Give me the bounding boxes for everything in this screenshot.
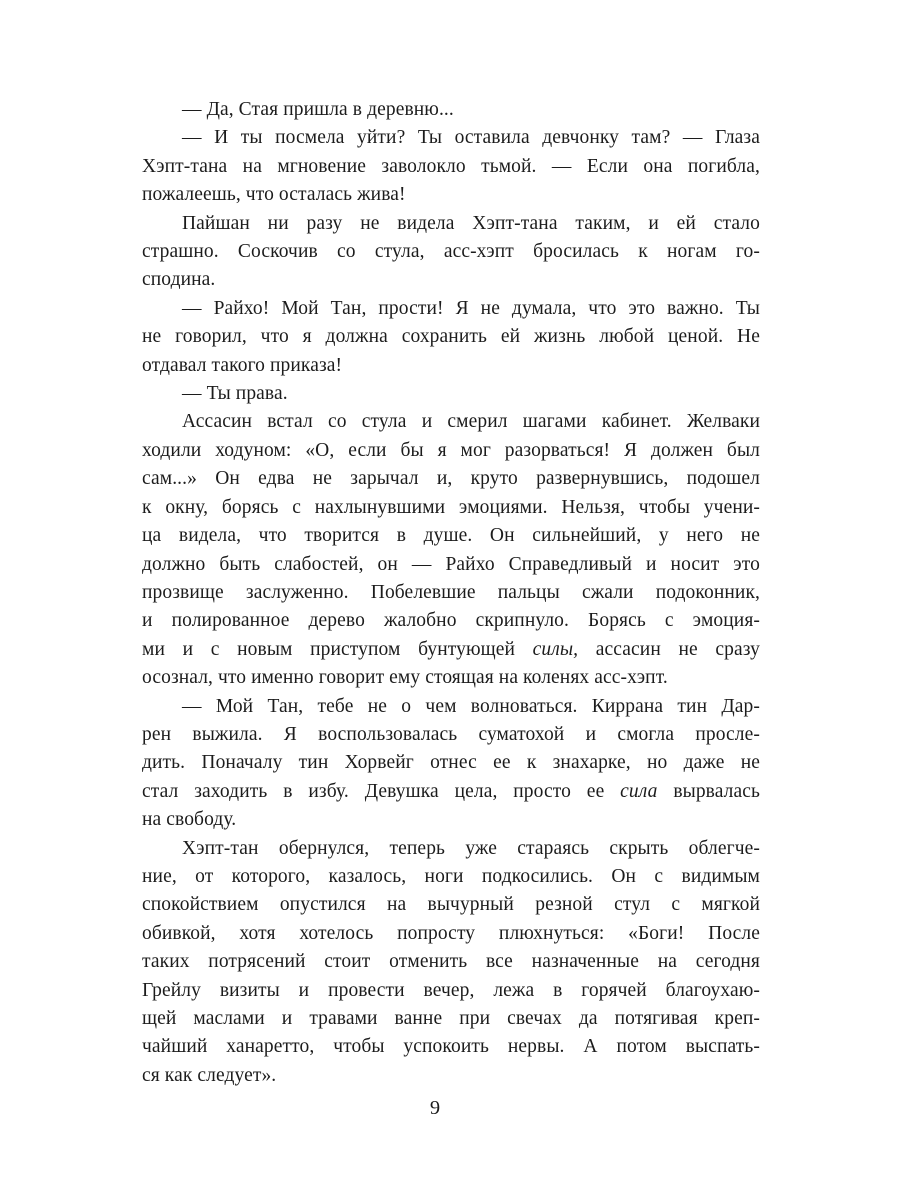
text-line — [142, 693, 760, 721]
text-run: к окну, борясь с нахлынувшими эмоциями. Нельзя, чтобы учени- — [142, 496, 760, 518]
text-line — [142, 437, 760, 465]
text-line — [142, 778, 760, 806]
text-run: ми и с новым приступом бунтующей — [142, 638, 533, 660]
text-run: ассасин не сразу — [578, 638, 761, 660]
text-line — [142, 323, 760, 351]
text-line — [142, 920, 760, 948]
text-line — [142, 295, 760, 323]
text-run: страшно. Соскочив со стула, асс-хэпт бросилась к ногам го- — [142, 241, 760, 263]
text-line — [142, 551, 760, 579]
text-line — [142, 352, 760, 380]
text-line — [142, 579, 760, 607]
text-run: — Райхо! Мой Тан, прости! Я не думала, что это важно. Ты — [182, 297, 760, 319]
text-run: Хэпт-тан обернулся, теперь уже стараясь скрыть облегче- — [182, 837, 760, 859]
text-run: осознал, что именно говорит ему стоящая на коленях асс-хэпт. — [142, 667, 668, 689]
text-run: таких потрясений стоит отменить все назначенные на сегодня — [142, 951, 760, 973]
text-line — [142, 636, 760, 664]
paragraph — [142, 380, 760, 408]
text-run: стал заходить в избу. Девушка цела, просто ее — [142, 780, 621, 802]
text-line — [142, 210, 760, 238]
text-run: Ассасин встал со стула и смерил шагами кабинет. Желваки — [182, 411, 760, 433]
text-line — [142, 380, 760, 408]
paragraph — [142, 124, 760, 209]
text-run: ние, от которого, казалось, ноги подкосились. Он с видимым — [142, 865, 760, 887]
text-run: сам...» Он едва не зарычал и, круто развернувшись, подошел — [142, 468, 760, 490]
text-run: прозвище заслуженно. Побелевшие пальцы сжали подоконник, — [142, 581, 760, 603]
paragraph — [142, 295, 760, 380]
text-line — [142, 266, 760, 294]
text-run: спокойствием опустился на вычурный резной стул с мягкой — [142, 894, 760, 916]
text-line — [142, 977, 760, 1005]
text-run: Пайшан ни разу не видела Хэпт-тана таким, и ей стало — [182, 212, 760, 234]
paragraph — [142, 210, 760, 295]
text-line — [142, 494, 760, 522]
paragraph — [142, 96, 760, 124]
text-line — [142, 1062, 760, 1090]
text-run: чайший ханаретто, чтобы успокоить нервы. А потом выспать- — [142, 1036, 760, 1058]
text-run: ца видела, что творится в душе. Он сильнейший, у него не — [142, 525, 760, 547]
text-run: и полированное дерево жалобно скрипнуло. Борясь с эмоция- — [142, 610, 760, 632]
text-line — [142, 1005, 760, 1033]
text-line — [142, 181, 760, 209]
text-line — [142, 465, 760, 493]
text-run: — Да, Стая пришла в деревню... — [182, 99, 454, 120]
text-run: — И ты посмела уйти? Ты оставила девчонку там? — Глаза — [182, 127, 760, 149]
text-line — [142, 664, 760, 692]
text-line — [142, 891, 760, 919]
text-line — [142, 948, 760, 976]
text-run: сподина. — [142, 269, 216, 291]
text-run: ся как следует». — [142, 1064, 277, 1086]
text-run: ходили ходуном: «О, если бы я мог разорваться! Я должен был — [142, 439, 760, 461]
text-run: Грейлу визиты и провести вечер, лежа в горячей благоухаю- — [142, 979, 760, 1001]
text-line — [142, 1033, 760, 1061]
text-line — [142, 607, 760, 635]
text-line — [142, 96, 760, 124]
text-block — [142, 96, 760, 1090]
paragraph — [142, 408, 760, 692]
text-line — [142, 749, 760, 777]
text-run: вырвалась — [657, 780, 760, 802]
text-run: обивкой, хотя хотелось попросту плюхнуться: «Боги! После — [142, 922, 760, 944]
text-line — [142, 863, 760, 891]
text-run: щей маслами и травами ванне при свечах да потягивая креп- — [142, 1008, 760, 1029]
paragraph — [142, 835, 760, 1091]
text-line — [142, 522, 760, 550]
text-line — [142, 806, 760, 834]
text-line — [142, 124, 760, 152]
text-run: рен выжила. Я воспользовалась суматохой и смогла просле- — [142, 723, 760, 745]
paragraph — [142, 693, 760, 835]
text-run: дить. Поначалу тин Хорвейг отнес ее к знахарке, но даже не — [142, 752, 760, 774]
text-line — [142, 408, 760, 436]
text-run: Хэпт-тана на мгновение заволокло тьмой. — Если она погибла, — [142, 155, 760, 177]
text-line — [142, 721, 760, 749]
text-line — [142, 835, 760, 863]
text-run: на свободу. — [142, 809, 237, 831]
text-run: отдавал такого приказа! — [142, 354, 343, 376]
page-number: 9 — [429, 1097, 441, 1119]
text-run: не говорил, что я должна сохранить ей жизнь любой ценой. Не — [142, 326, 760, 348]
italic-text-run: силы, — [532, 638, 579, 660]
text-run: — Мой Тан, тебе не о чем волноваться. Киррана тин Дар- — [182, 695, 760, 717]
text-run: — Ты права. — [182, 383, 288, 405]
text-line — [142, 238, 760, 266]
text-line — [142, 153, 760, 181]
text-run: пожалеешь, что осталась жива! — [142, 184, 406, 206]
italic-text-run: сила — [620, 780, 658, 802]
text-run: должно быть слабостей, он — Райхо Справедливый и носит это — [142, 553, 760, 575]
